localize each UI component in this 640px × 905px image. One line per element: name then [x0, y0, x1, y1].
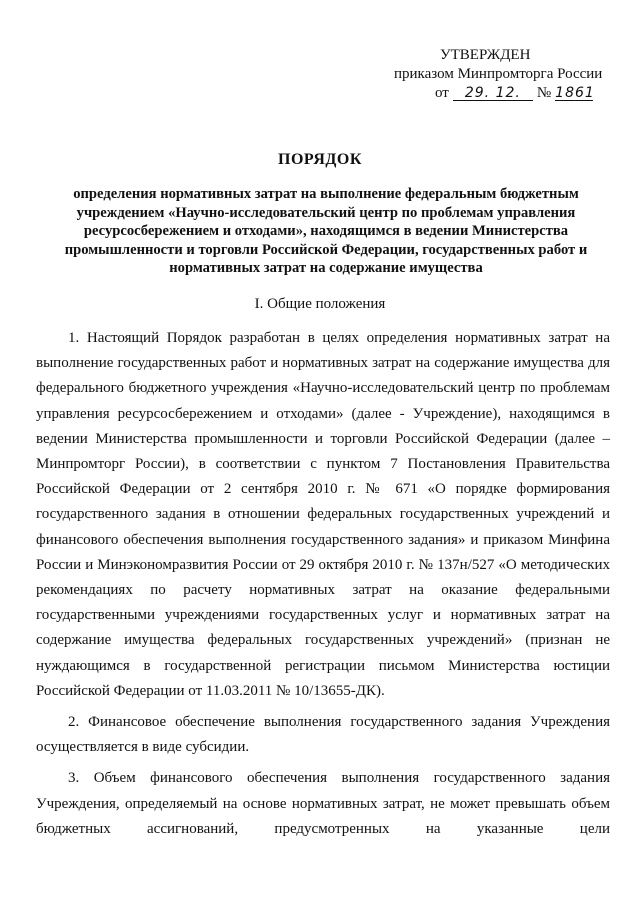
section-heading: I. Общие положения [254, 296, 386, 312]
approval-date-line [378, 84, 618, 103]
document-title: ПОРЯДОК [278, 151, 362, 168]
approval-block [378, 46, 618, 103]
paragraph-1: 1. Настоящий Порядок разработан в целях определения нормативных затрат на выполнение государственных работ и нормативных затрат на содержание имущества для федерального бюджетного учреждения «Научно-исследовательский центр по проблемам управления ресурсосбережением и отходами» (далее - Учреждение), находящимся в ведении Министерства промышленности и торговли Российской Федерации (далее – Минпромторг России), в соответствии с пунктом 7 Постановления Правительства Российской Федерации от 2 сентября 2010 г. № 671 «О порядке формирования государственного задания в отношении федеральных государственных учреждений и финансового обеспечения выполнения государственного задания» и приказом Минфина России и Минэкономразвития России от 29 октября 2010 г. № 137н/527 «О методических рекомендациях по расчету нормативных затрат на оказание федеральными государственными учреждениями государственных услуг и нормативных затрат на содержание имущества федеральных государственных учреждений» (признан не нуждающимся в государственной регистрации письмом Министерства юстиции Российской Федерации от 11.03.2011 № 10/13655-ДК). [36, 330, 610, 699]
approval-order-line: приказом Минпромторга России [394, 66, 603, 82]
number-prefix: № [536, 85, 552, 101]
handwritten-number: 1861 [555, 85, 595, 101]
handwritten-date: 29. 12. [453, 86, 533, 101]
approval-heading: УТВЕРЖДЕН [440, 47, 531, 63]
paragraph-3: 3. Объем финансового обеспечения выполнения государственного задания Учреждения, определяемый на основе нормативных затрат, не может превышать объем бюджетных ассигнований, предусмотренных на указанные цели [36, 770, 610, 837]
paragraph-2: 2. Финансовое обеспечение выполнения государственного задания Учреждения осуществляется в виде субсидии. [36, 714, 610, 756]
document-body [36, 326, 610, 848]
date-prefix: от [435, 85, 449, 101]
document-subtitle: определения нормативных затрат на выполнение федеральным бюджетным учреждением «Научно-исследовательский центр по проблемам управления ресурсосбережением и отходами», находящимся в ведении Министерства промышленности и торговли Российской Федерации, государственных работ и нормативных затрат на содержание имущества [64, 186, 588, 276]
